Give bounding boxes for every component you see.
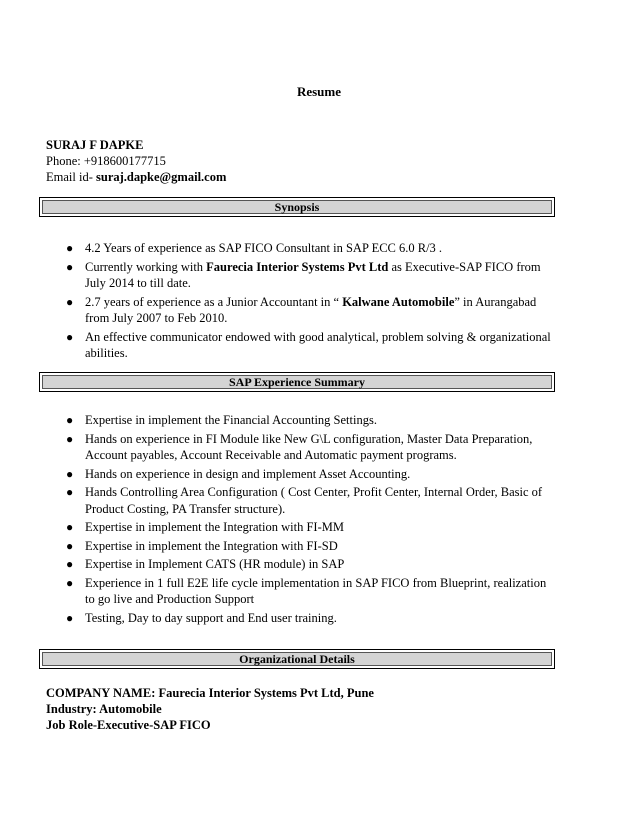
contact-block xyxy=(46,137,226,185)
sap-summary-item-text: Expertise in implement the Integration with FI-SD xyxy=(85,538,338,553)
bullet-icon: ● xyxy=(66,538,74,553)
bullet-icon: ● xyxy=(66,575,74,590)
sap-summary-item-text: Hands Controlling Area Configuration ( Cost Center, Profit Center, Internal Order, Basic of Product Costing, PA Transfer structure). xyxy=(85,485,543,516)
sap-summary-item xyxy=(66,575,556,608)
synopsis-item-highlight: Faurecia Interior Systems Pvt Ltd xyxy=(206,259,389,274)
sap-summary-heading: SAP Experience Summary xyxy=(42,375,552,389)
sap-summary-list xyxy=(66,412,556,628)
sap-summary-item xyxy=(66,519,556,536)
sap-summary-item xyxy=(66,556,556,573)
sap-summary-item-text: Expertise in implement the Financial Accounting Settings. xyxy=(85,413,377,427)
bullet-icon: ● xyxy=(66,557,74,571)
bullet-icon: ● xyxy=(66,431,74,446)
email-label: Email id- xyxy=(46,170,93,184)
sap-summary-item-text: Hands on experience in FI Module like New G\L configuration, Master Data Preparation, Account payables, Account Receivable and Automatic payment programs. xyxy=(85,431,533,462)
synopsis-list xyxy=(66,240,556,364)
company-name: COMPANY NAME: Faurecia Interior Systems Pvt Ltd, Pune xyxy=(46,686,374,700)
bullet-icon: ● xyxy=(66,413,74,427)
sap-summary-item-text: Experience in 1 full E2E life cycle implementation in SAP FICO from Blueprint, realization to go live and Production Support xyxy=(85,575,547,606)
org-details-header xyxy=(39,649,555,669)
synopsis-item-text: 2.7 years of experience as a Junior Accountant in “ xyxy=(85,294,343,309)
bullet-icon: ● xyxy=(66,294,74,309)
org-details-heading: Organizational Details xyxy=(42,652,552,666)
synopsis-item xyxy=(66,329,556,362)
email-line xyxy=(46,169,226,185)
sap-summary-item-text: Expertise in implement the Integration with FI-MM xyxy=(85,520,344,534)
bullet-icon: ● xyxy=(66,466,74,481)
bullet-icon: ● xyxy=(66,241,74,255)
phone-label: Phone: xyxy=(46,154,81,168)
synopsis-item-text: Currently working with xyxy=(85,259,207,274)
sap-summary-item xyxy=(66,431,556,464)
phone-number: +918600177715 xyxy=(83,154,166,168)
sap-summary-header xyxy=(39,372,555,392)
synopsis-item-text-end: as Executive-SAP FICO from July 2014 to till date. xyxy=(85,259,541,290)
synopsis-item xyxy=(66,294,556,327)
sap-summary-item xyxy=(66,466,556,483)
page-title: Resume xyxy=(296,84,342,99)
synopsis-item xyxy=(66,259,556,292)
org-details-block xyxy=(46,685,374,733)
bullet-icon: ● xyxy=(66,259,74,274)
sap-summary-item-text: Hands on experience in design and implement Asset Accounting. xyxy=(85,466,411,481)
sap-summary-item xyxy=(66,484,556,517)
sap-summary-item-text: Expertise in Implement CATS (HR module) in SAP xyxy=(85,557,345,571)
bullet-icon: ● xyxy=(66,485,74,499)
bullet-icon: ● xyxy=(66,520,74,534)
sap-summary-item xyxy=(66,538,556,555)
synopsis-item-text-end: ” in Aurangabad from July 2007 to Feb 2010. xyxy=(85,294,537,325)
job-role: Job Role-Executive-SAP FICO xyxy=(46,718,211,732)
phone-line xyxy=(46,153,226,169)
bullet-icon: ● xyxy=(66,329,74,344)
synopsis-item-highlight: Kalwane Automobile xyxy=(342,294,455,309)
industry: Industry: Automobile xyxy=(46,702,162,716)
email-address: suraj.dapke@gmail.com xyxy=(96,170,227,184)
bullet-icon: ● xyxy=(66,610,74,625)
synopsis-header xyxy=(39,197,555,217)
sap-summary-item xyxy=(66,412,556,429)
sap-summary-item xyxy=(66,610,556,627)
synopsis-item-text: An effective communicator endowed with good analytical, problem solving & organizational abilities. xyxy=(85,329,551,360)
sap-summary-item-text: Testing, Day to day support and End user training. xyxy=(85,610,337,625)
synopsis-heading: Synopsis xyxy=(42,200,552,214)
candidate-name: SURAJ F DAPKE xyxy=(46,138,144,152)
synopsis-item xyxy=(66,240,556,257)
synopsis-item-text: 4.2 Years of experience as SAP FICO Consultant in SAP ECC 6.0 R/3 . xyxy=(85,241,443,255)
